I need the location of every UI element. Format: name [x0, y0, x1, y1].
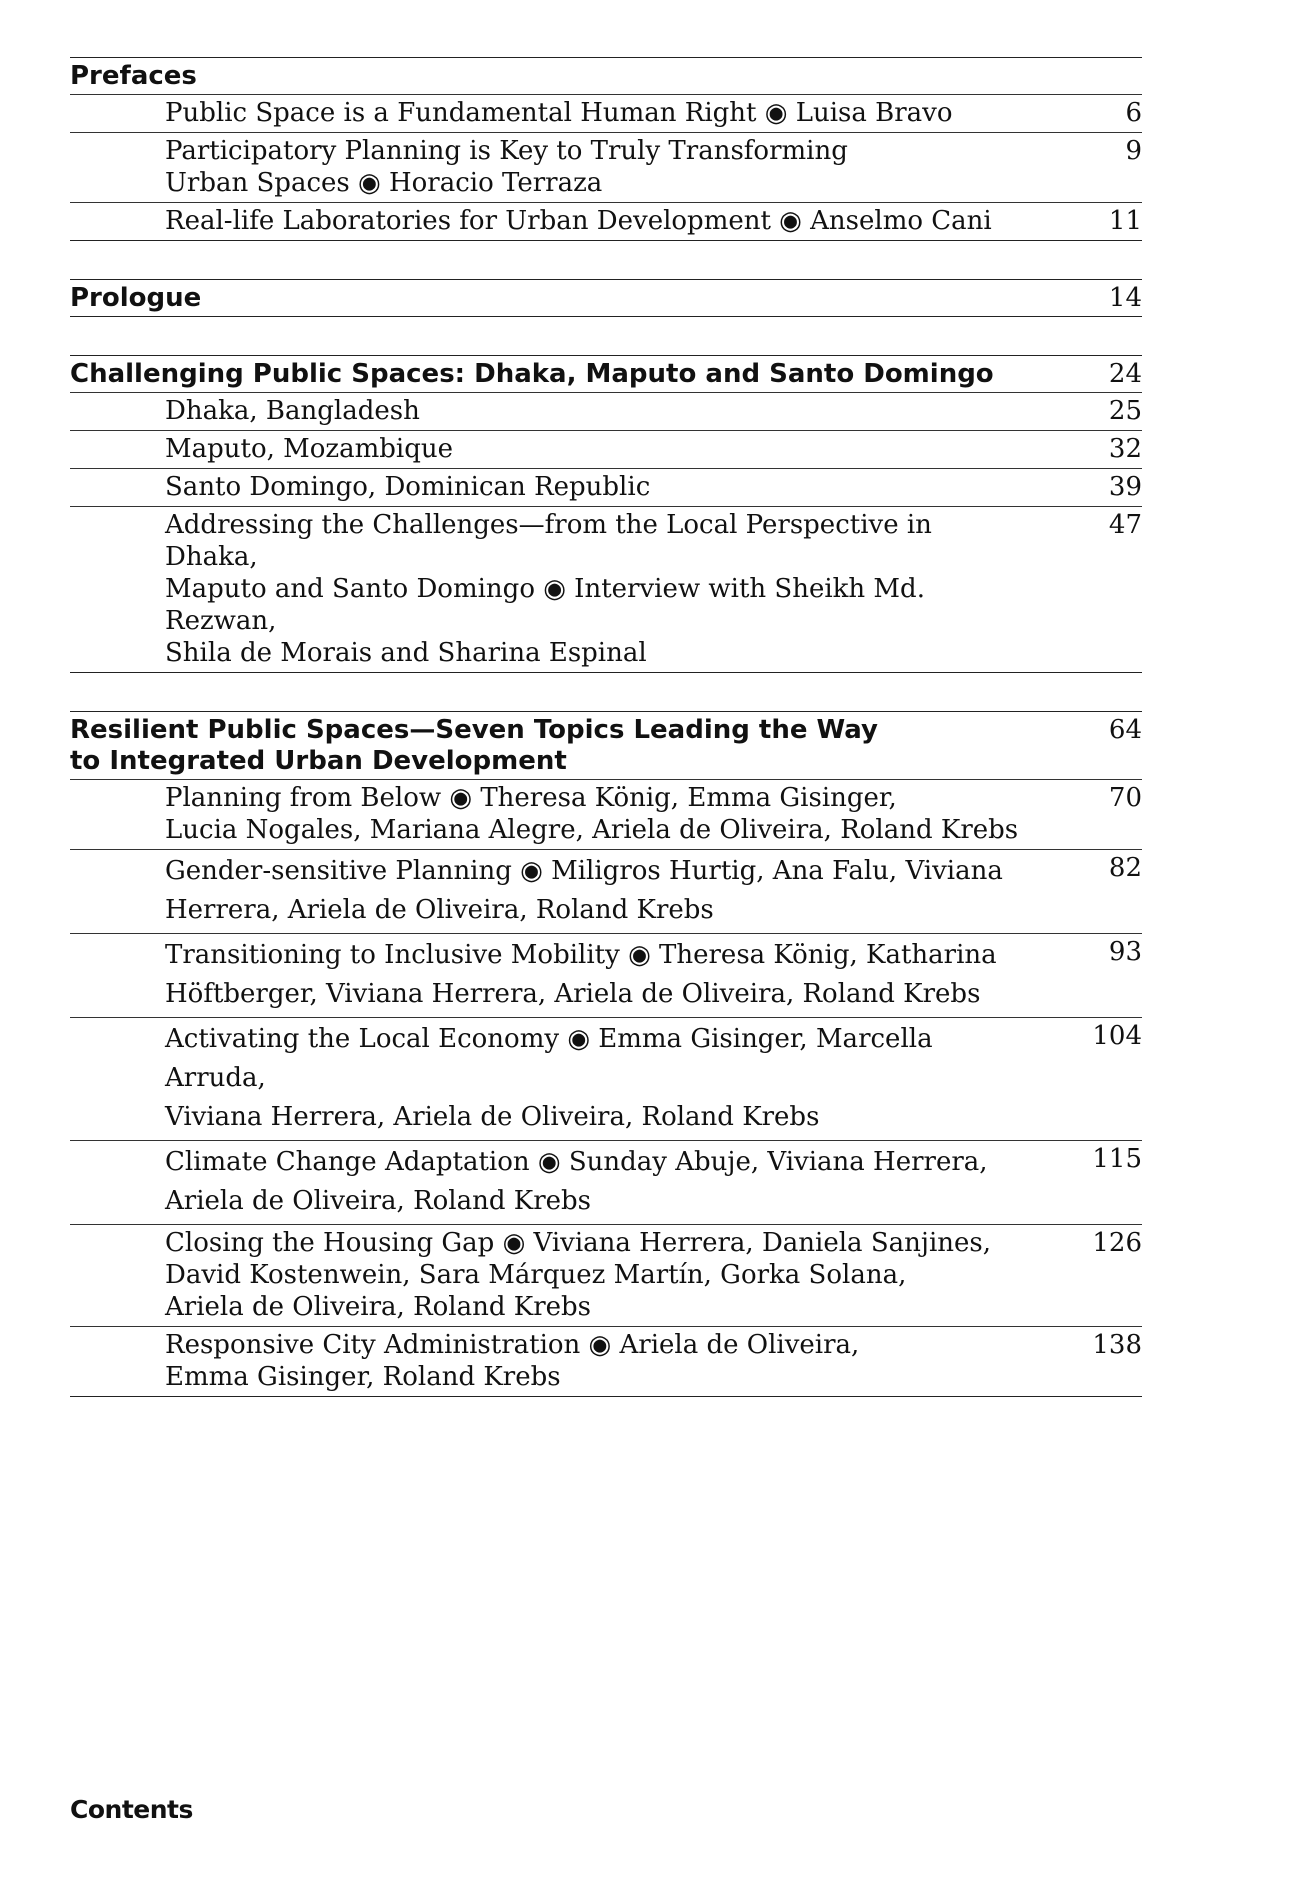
toc-page-number: 39 — [1108, 472, 1142, 502]
toc-entry[interactable] — [70, 132, 1142, 202]
toc-heading-row[interactable] — [70, 712, 1142, 779]
toc-section-challenging — [70, 355, 1142, 673]
toc-entry-title: Planning from Below ◉ Theresa König, Emma Gisinger, Lucia Nogales, Mariana Alegre, Ariela de Oliveira, Roland Krebs — [165, 783, 1019, 845]
toc-entry[interactable] — [70, 202, 1142, 240]
toc-entry[interactable] — [70, 779, 1142, 849]
toc-entry[interactable] — [70, 1224, 1142, 1326]
toc-entry[interactable] — [70, 933, 1142, 1017]
toc-entry-title: Participatory Planning is Key to Truly Transforming Urban Spaces ◉ Horacio Terraza — [165, 136, 848, 198]
toc-entry-title: Public Space is a Fundamental Human Right ◉ Luisa Bravo — [165, 98, 953, 128]
toc-entry[interactable] — [70, 506, 1142, 672]
toc-page-number: 115 — [1092, 1144, 1142, 1174]
toc-entry[interactable] — [70, 849, 1142, 933]
toc-page-number: 6 — [1125, 98, 1142, 128]
table-of-contents — [70, 57, 1142, 1397]
toc-page-number: 70 — [1108, 783, 1142, 813]
section-heading-prologue: Prologue — [70, 283, 202, 313]
section-heading-challenging: Challenging Public Spaces: Dhaka, Maputo and Santo Domingo — [70, 359, 994, 389]
section-heading-resilient: Resilient Public Spaces—Seven Topics Leading the Way to Integrated Urban Development — [70, 715, 878, 776]
toc-entry-title: Climate Change Adaptation ◉ Sunday Abuje, Viviana Herrera, Ariela de Oliveira, Roland Krebs — [165, 1147, 988, 1216]
toc-entry-title: Activating the Local Economy ◉ Emma Gisinger, Marcella Arruda, Viviana Herrera, Ariela de Oliveira, Roland Krebs — [165, 1024, 933, 1132]
toc-entry-title: Dhaka, Bangladesh — [165, 396, 420, 426]
toc-entry-title: Responsive City Administration ◉ Ariela de Oliveira, Emma Gisinger, Roland Krebs — [165, 1330, 860, 1392]
toc-heading-row — [70, 58, 1142, 94]
toc-entry-title: Real-life Laboratories for Urban Development ◉ Anselmo Cani — [165, 206, 992, 236]
toc-page-number: 47 — [1108, 510, 1142, 540]
toc-entry[interactable] — [70, 468, 1142, 506]
toc-entry[interactable] — [70, 392, 1142, 430]
toc-entry[interactable] — [70, 94, 1142, 132]
toc-entry[interactable] — [70, 1140, 1142, 1224]
toc-heading-row[interactable] — [70, 280, 1142, 316]
toc-entry-title: Santo Domingo, Dominican Republic — [165, 472, 651, 502]
toc-page-number: 93 — [1108, 937, 1142, 967]
toc-page-number: 24 — [1108, 359, 1142, 389]
toc-entry-title: Addressing the Challenges—from the Local Perspective in Dhaka, Maputo and Santo Domingo ◉ Interview with Sheikh Md. Rezwan, Shila de Morais and Sharina Espinal — [165, 510, 932, 668]
toc-section-resilient — [70, 711, 1142, 1397]
toc-page-number: 11 — [1108, 206, 1142, 236]
toc-section-prefaces — [70, 57, 1142, 241]
toc-entry-title: Gender-sensitive Planning ◉ Miligros Hurtig, Ana Falu, Viviana Herrera, Ariela de Oliveira, Roland Krebs — [165, 856, 1003, 925]
toc-page-number: 126 — [1092, 1228, 1142, 1258]
toc-heading-row[interactable] — [70, 356, 1142, 392]
toc-page-number: 32 — [1108, 434, 1142, 464]
toc-page-number: 25 — [1108, 396, 1142, 426]
section-heading-prefaces: Prefaces — [70, 61, 197, 91]
toc-entry-title: Transitioning to Inclusive Mobility ◉ Theresa König, Katharina Höftberger, Viviana Herrera, Ariela de Oliveira, Roland Krebs — [165, 940, 997, 1009]
page-footer-label: Contents — [70, 1795, 193, 1824]
toc-entry-title: Closing the Housing Gap ◉ Viviana Herrera, Daniela Sanjines, David Kostenwein, Sara Márquez Martín, Gorka Solana, Ariela de Oliveira, Roland Krebs — [165, 1228, 991, 1322]
toc-section-prologue — [70, 279, 1142, 317]
toc-entry[interactable] — [70, 1017, 1142, 1140]
toc-page-number: 82 — [1108, 853, 1142, 883]
toc-entry[interactable] — [70, 430, 1142, 468]
toc-page-number: 138 — [1092, 1330, 1142, 1360]
toc-entry-title: Maputo, Mozambique — [165, 434, 454, 464]
toc-page-number: 64 — [1108, 715, 1142, 745]
toc-page-number: 14 — [1108, 283, 1142, 313]
toc-page-number: 104 — [1092, 1021, 1142, 1051]
toc-entry[interactable] — [70, 1326, 1142, 1396]
toc-page-number: 9 — [1125, 136, 1142, 166]
